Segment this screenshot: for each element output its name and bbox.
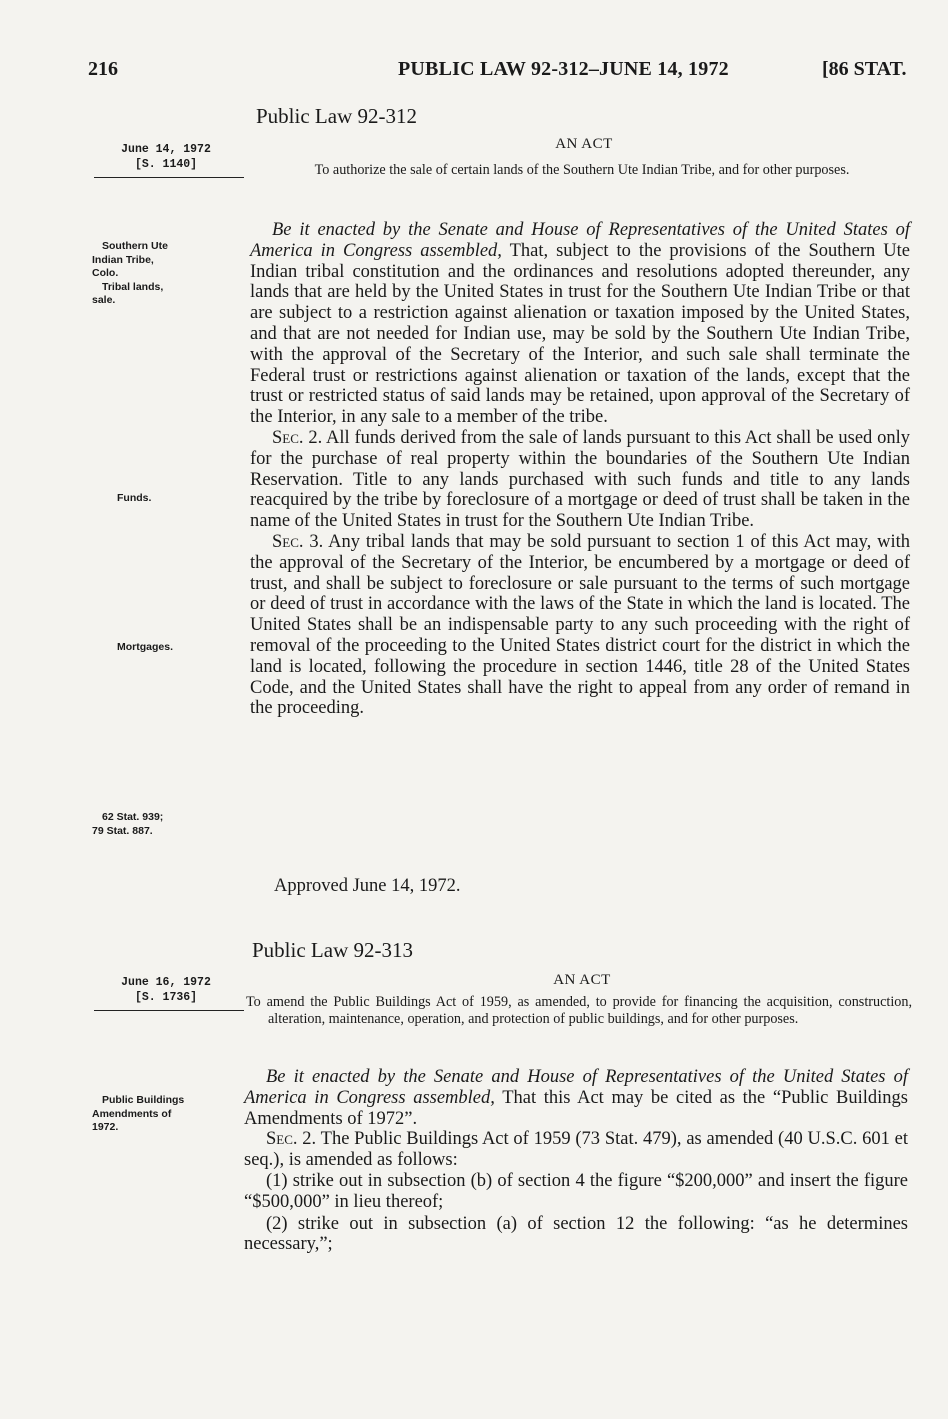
margin-note-line: 79 Stat. 887. xyxy=(92,824,153,837)
margin-note-line: Tribal lands, xyxy=(102,280,164,293)
margin-note-funds: Funds. xyxy=(117,492,152,504)
margin-note-line: 1972. xyxy=(92,1121,119,1133)
stat-reference: [86 STAT. xyxy=(822,58,907,80)
margin-note-line: 62 Stat. 939; xyxy=(102,811,164,823)
margin-note-line: Public Buildings xyxy=(102,1094,185,1106)
section-text: The Public Buildings Act of 1959 (73 Stat. 479), as amended (40 U.S.C. 601 et seq.), is amended as follows: xyxy=(244,1129,909,1171)
section-1 xyxy=(250,220,910,428)
section-3 xyxy=(250,532,910,719)
law-date xyxy=(108,142,224,172)
bill-number: [S. 1736] xyxy=(134,991,198,1004)
section-label: Sec. 2. xyxy=(266,1129,317,1150)
margin-note-stat-citations xyxy=(92,811,242,838)
enacting-clause: Be it enacted by the Senate and House of Representatives of the United States of America in Congress assembled, xyxy=(250,220,910,261)
margin-note-line: Amendments of xyxy=(92,1107,172,1120)
section-label: Sec. 2. xyxy=(272,427,323,448)
margin-note-line: sale. xyxy=(92,294,116,306)
margin-note-line: Southern Ute xyxy=(102,240,168,252)
divider-rule xyxy=(94,177,244,178)
law-title: Public Law 92-313 xyxy=(252,938,413,962)
law-date xyxy=(108,975,224,1005)
law-body xyxy=(244,1067,908,1256)
approval-line: Approved June 14, 1972. xyxy=(274,876,461,896)
amendment-list xyxy=(244,1171,908,1255)
law-body xyxy=(250,220,910,719)
enactment-date: June 14, 1972 xyxy=(121,143,211,156)
divider-rule xyxy=(94,1010,244,1011)
section-text: Any tribal lands that may be sold pursuant to section 1 of this Act may, with the approval of the Secretary of the Interior, be encumbered by a mortgage or deed of trust, and shall be subject to foreclosure or sale pursuant to the terms of such mortgage or deed of trust in accordance with the laws of the State in which the land is located. The United States shall be an indispensable party to any such proceeding with the right of removal of the proceeding to the United States district court for the district in which the land is located, following the procedure in section 1446, title 28 of the United States Code, and the United States shall have the right to appeal from any order of remand in the proceeding. xyxy=(250,531,911,719)
margin-note-subject xyxy=(92,1094,242,1135)
section-text: That, subject to the provisions of the Southern Ute Indian tribal constitution and the ordinances and resolutions adopted thereunder, any lands that are held by the United States in trust for the Southern Ute Indian Tribe or that are subject to a restriction against alienation or taxation imposed by the United States, and that are not needed for Indian use, may be sold by the Southern Ute Indian Tribe, with the approval of the Secretary of the Interior, and such sale shall terminate the Federal trust or restrictions against alienation or taxation of the lands, except that the trust or restricted status of said lands may be retained, upon approval of the Secretary of the Interior, in any sale to a member of the tribe. xyxy=(250,240,910,428)
act-purpose: To authorize the sale of certain lands of the Southern Ute Indian Tribe, and for other purposes. xyxy=(314,162,850,178)
purpose-text: To amend the Public Buildings Act of 1959, as amended, to provide for financing the acquisition, construction, alteration, maintenance, operation, and protection of public buildings, and for other purposes. xyxy=(246,994,912,1027)
law-title: Public Law 92-312 xyxy=(256,104,417,128)
section-text: That this Act may be cited as the “Public Buildings Amendments of 1972”. xyxy=(244,1087,908,1129)
margin-note-line: Indian Tribe, xyxy=(92,253,154,266)
act-purpose xyxy=(246,994,912,1028)
an-act-heading: AN ACT xyxy=(553,972,611,988)
section-2 xyxy=(250,428,910,532)
section-1 xyxy=(244,1067,908,1129)
list-item: (2) strike out in subsection (a) of section 12 the following: “as he determines necessary,”; xyxy=(244,1213,908,1255)
list-item: (1) strike out in subsection (b) of section 4 the figure “$200,000” and insert the figure “$500,000” in lieu thereof; xyxy=(244,1170,908,1212)
section-label: Sec. 3. xyxy=(272,531,324,552)
an-act-heading: AN ACT xyxy=(555,136,613,152)
section-2 xyxy=(244,1129,908,1171)
bill-number: [S. 1140] xyxy=(134,158,198,171)
margin-note-line: Colo. xyxy=(92,267,119,279)
enactment-date: June 16, 1972 xyxy=(121,976,211,989)
margin-note-subject xyxy=(92,240,242,308)
margin-note-mortgages: Mortgages. xyxy=(117,641,174,653)
running-head: PUBLIC LAW 92-312–JUNE 14, 1972 xyxy=(398,58,729,80)
enacting-clause: Be it enacted by the Senate and House of Representatives of the United States of America in Congress assembled, xyxy=(244,1067,908,1108)
section-text: All funds derived from the sale of lands pursuant to this Act shall be used only for the purchase of real property within the boundaries of the Southern Ute Indian Reservation. Title to any lands purchased with such funds and title to any lands reacquired by the tribe by foreclosure of a mortgage or deed of trust shall be taken in the name of the United States in trust for the Southern Ute Indian Tribe. xyxy=(250,427,910,532)
page-number: 216 xyxy=(88,58,118,80)
